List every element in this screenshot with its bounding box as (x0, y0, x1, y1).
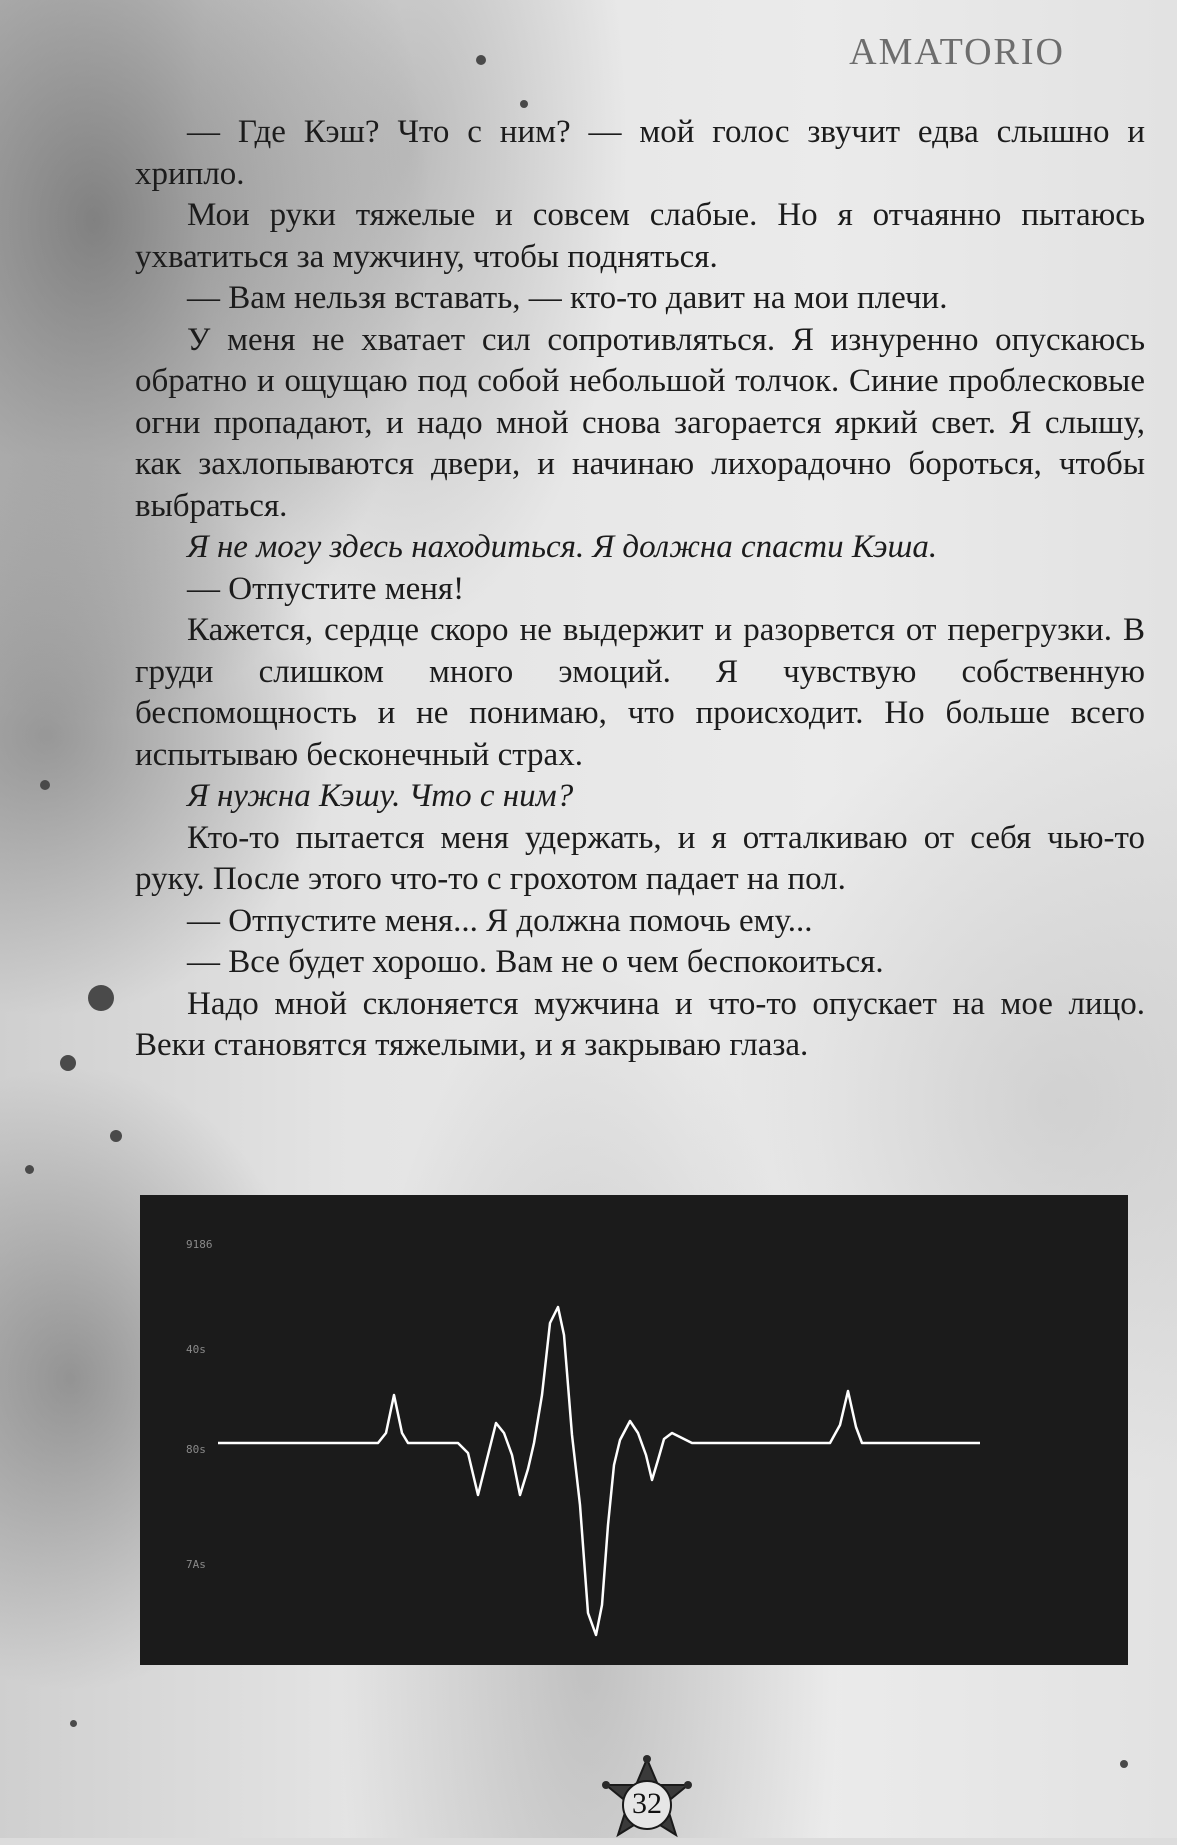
paragraph: — Где Кэш? Что с ним? — мой голос звучит едва слышно и хрипло. (135, 114, 1145, 192)
paragraph: У меня не хватает сил сопротивляться. Я изнуренно опускаюсь обратно и ощущаю под собой небольшой толчок. Синие проблесковые огни пропадают, и надо мной снова загорается яркий свет. Я слышу, как захлопываются двери, и начинаю лихорадочно бороться, чтобы выбраться. (135, 321, 1145, 524)
paragraph: Кто-то пытается меня удержать, и я отталкиваю от себя чью-то руку. После этого что-то с грохотом падает на пол. (135, 819, 1145, 897)
paragraph: Кажется, сердце скоро не выдержит и разорвется от перегрузки. В груди слишком много эмоций. Я чувствую собственную беспомощность и не понимаю, что происходит. Но больше всего испытываю бесконечный страх. (135, 612, 1145, 773)
ink-splatter (70, 1720, 77, 1727)
ink-splatter (40, 780, 50, 790)
paragraph: Надо мной склоняется мужчина и что-то опускает на мое лицо. Веки становятся тяжелыми, и я закрываю глаза. (135, 985, 1145, 1063)
ink-splatter (520, 100, 528, 108)
ink-splatter (25, 1165, 34, 1174)
paragraph: — Вам нельзя вставать, — кто-то давит на мои плечи. (187, 280, 948, 316)
heartbeat-illustration (140, 1195, 1128, 1665)
axis-label: 80s (186, 1443, 206, 1456)
ink-splatter (88, 985, 114, 1011)
italic-thought: Я нужна Кэшу. Что с ним? (187, 778, 574, 814)
paragraph: — Все будет хорошо. Вам не о чем беспокоиться. (187, 944, 884, 980)
page-number-badge (584, 1755, 710, 1845)
ink-splatter (60, 1055, 76, 1071)
axis-label: 9186 (186, 1238, 213, 1251)
italic-thought: Я не могу здесь находиться. Я должна спасти Кэша. (187, 529, 938, 565)
paragraph: Мои руки тяжелые и совсем слабые. Но я отчаянно пытаюсь ухватиться за мужчину, чтобы подняться. (135, 197, 1145, 275)
paragraph: — Отпустите меня... Я должна помочь ему... (187, 902, 813, 939)
page-number: 32 (632, 1787, 662, 1820)
ink-splatter (476, 55, 486, 65)
ecg-trace (218, 1307, 980, 1635)
ink-splatter (1120, 1760, 1128, 1768)
axis-label: 7As (186, 1558, 206, 1571)
running-header: AMATORIO (849, 31, 1065, 73)
chapter-text (135, 112, 1145, 1067)
paragraph: — Отпустите меня! (187, 570, 465, 607)
ecg-trace-graphic (140, 1195, 1128, 1665)
ink-splatter (110, 1130, 122, 1142)
axis-label: 40s (186, 1343, 206, 1356)
